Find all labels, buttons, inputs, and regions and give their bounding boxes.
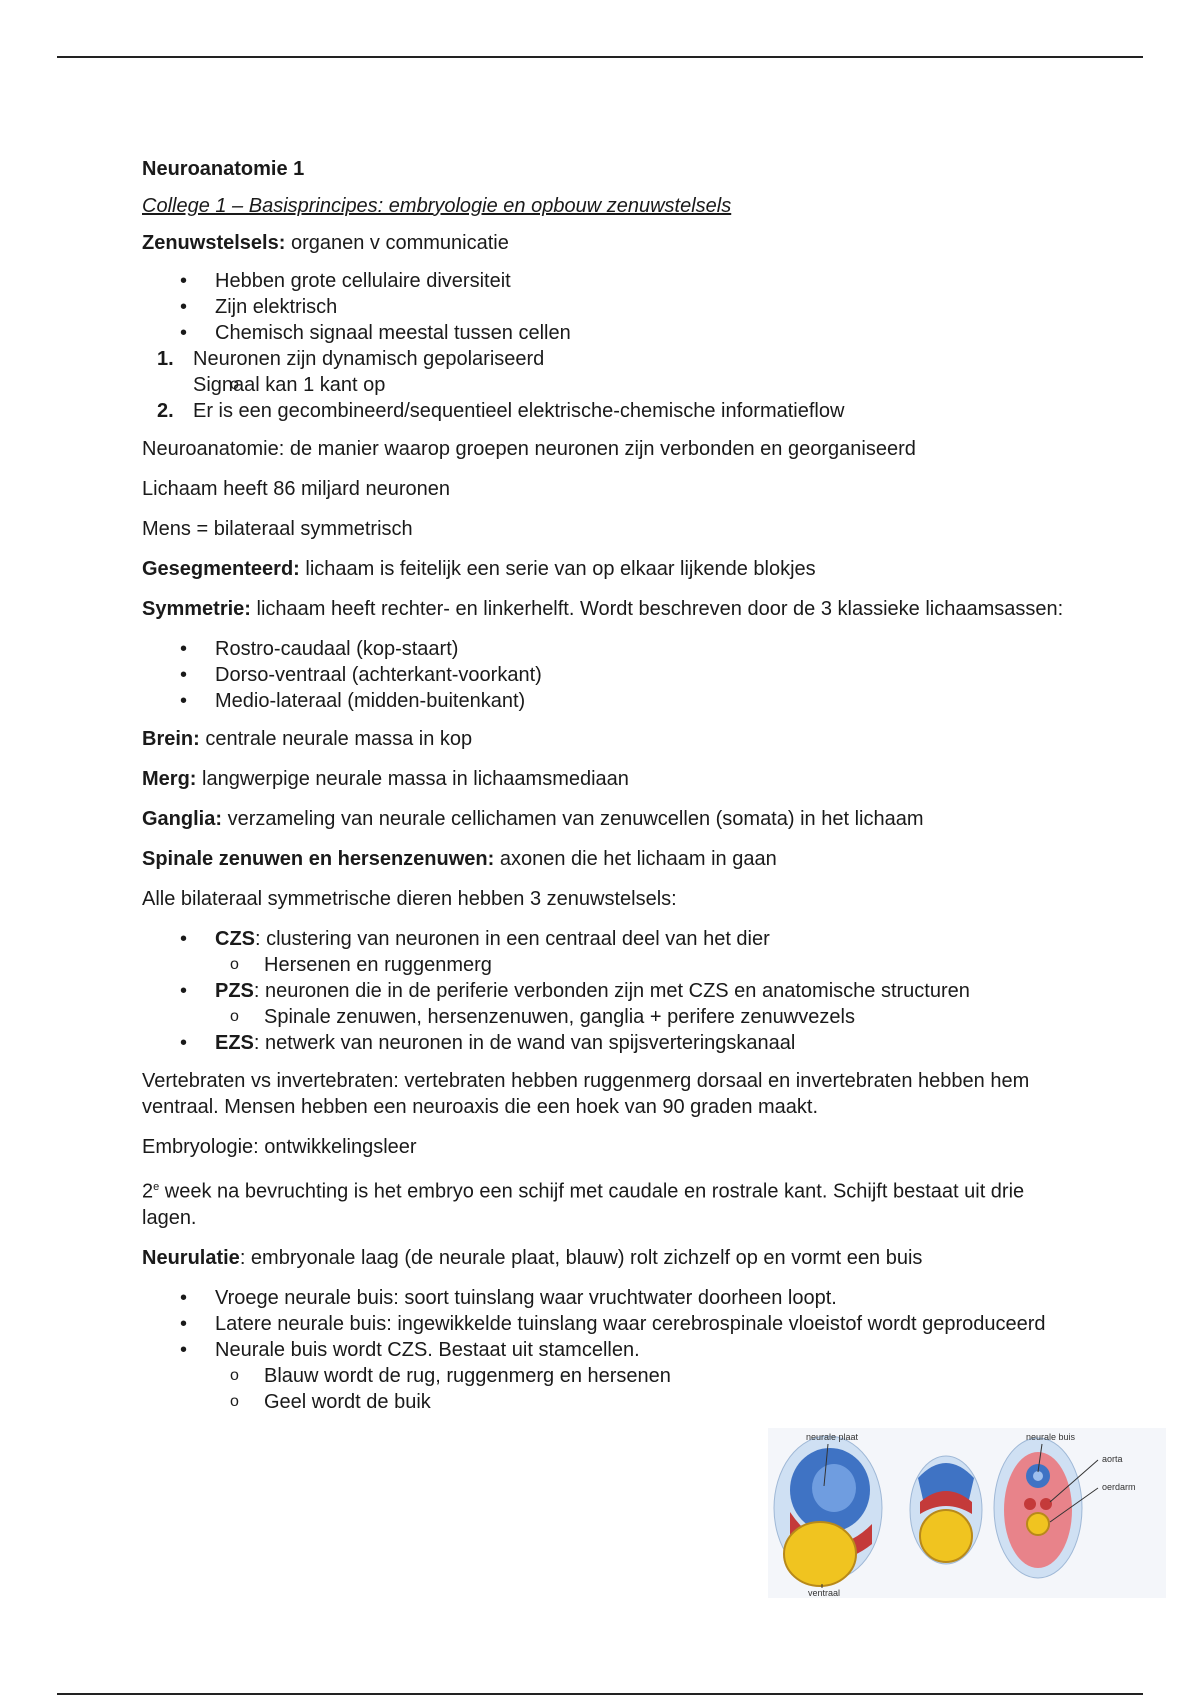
document-title: Neuroanatomie 1 [142,158,305,180]
gesegmenteerd-definition [142,556,1072,582]
spinale-definition [142,846,1072,872]
definition: : clustering van neuronen in een centraal deel van het dier [255,928,770,950]
definition: langwerpige neurale massa in lichaamsmediaan [196,768,629,790]
term: Zenuwstelsels: [142,232,286,254]
item-text: Er is een gecombineerd/sequentieel elektrische-chemische informatieflow [193,400,845,422]
list-item [142,978,1072,1030]
zenuwstelsels-types-list [142,926,1072,1056]
neurulatie-definition [142,1245,1072,1271]
definition: verzameling van neurale cellichamen van zenuwcellen (somata) in het lichaam [222,808,924,830]
list-item: • Rostro-caudaal (kop-staart) [142,636,1072,662]
item-text: Neuronen zijn dynamisch gepolariseerd [193,348,545,370]
zenuwstelsels-bullets [142,268,1072,346]
zenuwstelsels-definition [142,230,1072,256]
list-item [142,1030,1072,1056]
definition: organen v communicatie [285,232,509,254]
neuron-count: Lichaam heeft 86 miljard neuronen [142,478,450,500]
lecture-subtitle: College 1 – Basisprincipes: embryologie en opbouw zenuwstelsels [142,195,732,217]
document-body [142,156,1072,1427]
item-number: 1. [157,348,174,370]
definition: : embryonale laag (de neurale plaat, blauw) rolt zichzelf op en vormt een buis [239,1246,923,1269]
embryo-stage-3 [994,1438,1082,1578]
term: EZS [215,1032,254,1054]
label-aorta: aorta [1102,1454,1123,1464]
neuroanatomie-definition: Neuroanatomie: de manier waarop groepen neuronen zijn verbonden en georganiseerd [142,438,916,460]
term: Neurulatie [142,1246,240,1269]
week-number: 2 [142,1180,154,1203]
term: Ganglia: [142,808,223,830]
list-item: • Dorso-ventraal (achterkant-voorkant) [142,662,1072,688]
term: Merg: [142,768,197,790]
term: PZS [215,980,254,1002]
label-oerdarm: oerdarm [1102,1482,1136,1492]
definition: lichaam heeft rechter- en linkerhelft. Wordt beschreven door de 3 klassieke lichaamsassen: [250,598,1064,620]
zenuwstelsels-intro: Alle bilateraal symmetrische dieren hebben 3 zenuwstelsels: [142,888,677,910]
definition: axonen die het lichaam in gaan [494,848,777,870]
week-paragraph [142,1174,1072,1231]
footer-rule [57,1693,1143,1695]
label-ventraal: ventraal [808,1588,841,1598]
brein-definition [142,726,1072,752]
vertebraten-paragraph: Vertebraten vs invertebraten: vertebraten hebben ruggenmerg dorsaal en invertebraten hebben hem ventraal. Mensen hebben een neuroaxis die een hoek van 90 graden maakt. [142,1070,1030,1118]
definition: : netwerk van neuronen in de wand van spijsverteringskanaal [253,1032,796,1054]
definition: lichaam is feitelijk een serie van op elkaar lijkende blokjes [299,558,816,580]
list-item: • Medio-lateraal (midden-buitenkant) [142,688,1072,714]
list-item: • Hebben grote cellulaire diversiteit [142,268,1072,294]
list-item: • Chemisch signaal meestal tussen cellen [142,320,1072,346]
sub-item: o Geel wordt de buik [142,1389,1072,1415]
neurulatie-illustration [768,1428,1166,1598]
merg-definition [142,766,1072,792]
embryologie-definition: Embryologie: ontwikkelingsleer [142,1136,417,1158]
term: Brein: [142,728,200,750]
numbered-list [142,346,1072,424]
definition: : neuronen die in de periferie verbonden zijn met CZS en anatomische structuren [253,980,970,1002]
ganglia-definition [142,806,1072,832]
term: Spinale zenuwen en hersenzenuwen: [142,848,495,870]
ordinal-suffix: e [153,1181,160,1193]
neurale-buis-list [142,1285,1072,1415]
sub-item: o Hersenen en ruggenmerg [142,952,1072,978]
symmetrie-definition [142,596,1072,622]
sub-item: o Signaal kan 1 kant op [142,372,1072,398]
term: Gesegmenteerd: [142,558,300,580]
term: CZS [215,928,255,950]
numbered-item [142,398,1072,424]
header-rule [57,56,1143,58]
label-neurale-buis: neurale buis [1026,1432,1076,1442]
item-text: Neurale buis wordt CZS. Bestaat uit stamcellen. [215,1338,640,1361]
sub-item: o Spinale zenuwen, hersenzenuwen, ganglia + perifere zenuwvezels [142,1004,1072,1030]
definition: centrale neurale massa in kop [199,728,473,750]
list-item: • Latere neurale buis: ingewikkelde tuinslang waar cerebrospinale vloeistof wordt geproduceerd [142,1311,1072,1337]
list-item [142,926,1072,978]
sub-item: o Blauw wordt de rug, ruggenmerg en hersenen [142,1363,1072,1389]
term: Symmetrie: [142,598,251,620]
lichaamsassen-list [142,636,1072,714]
list-item [142,1337,1072,1415]
item-number: 2. [157,400,174,422]
numbered-item [142,346,1072,398]
list-item: • Zijn elektrisch [142,294,1072,320]
week-text: week na bevruchting is het embryo een schijf met caudale en rostrale kant. Schijft bestaat uit drie lagen. [142,1180,1025,1229]
mens-symmetry: Mens = bilateraal symmetrisch [142,518,413,540]
embryo-stage-2 [910,1456,982,1564]
label-neurale-plaat: neurale plaat [806,1432,859,1442]
list-item: • Vroege neurale buis: soort tuinslang waar vruchtwater doorheen loopt. [142,1285,1072,1311]
